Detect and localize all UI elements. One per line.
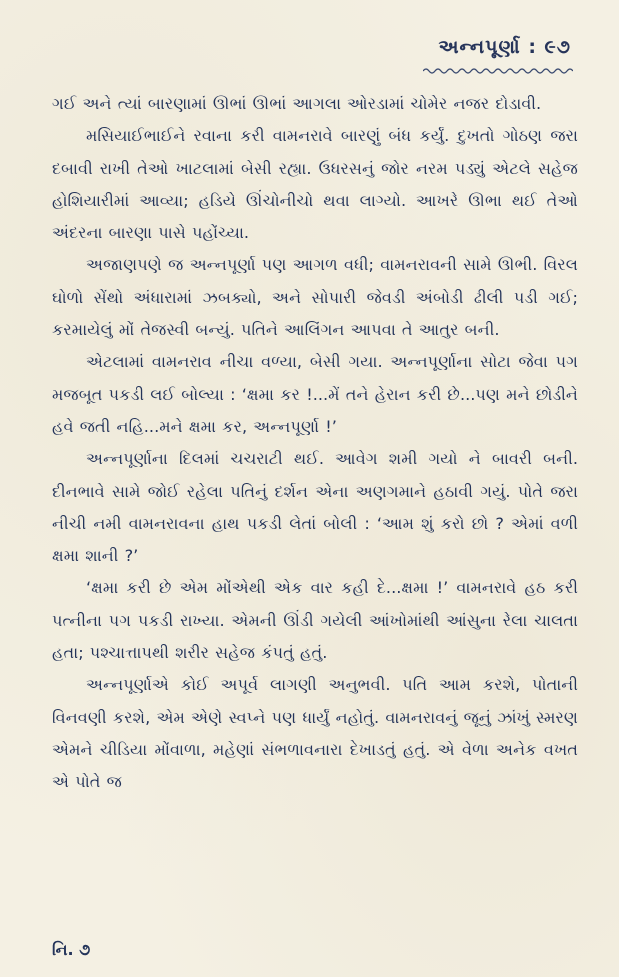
paragraph: અન્નપૂર્ણાએ કોઈ અપૂર્વ લાગણી અનુભવી. પતિ આમ કરશે, પોતાની વિનવણી કરશે, એમ એણે સ્વપ્ને પણ ધાર્યું નહોતું. વામનરાવનું જૂનું ઝાંખું સ્મરણ એમને ચીડિયા મોંવાળા, મહેણાં સંભળાવનારા દેખાડતું હતું. એ વેળા અનેક વખત એ પોતે જ	[52, 675, 578, 792]
running-header: અન્નપૂર્ણા : ૯૭	[438, 36, 571, 58]
paragraph: એટલામાં વામનરાવ નીચા વળ્યા, બેસી ગયા. અન્નપૂર્ણાના સોટા જેવા પગ મજબૂત પકડી લઈ બોલ્યા : ‘ક્ષમા કર !...મેં તને હેરાન કરી છે...પણ મને છોડીને હવે જતી નહિ...મને ક્ષમા કર, અન્નપૂર્ણા !’	[52, 352, 578, 436]
paragraph: અન્નપૂર્ણાના દિલમાં ચચરાટી થઈ. આવેગ શમી ગયો ને બાવરી બની. દીનભાવે સામે જોઈ રહેલા પતિનું દર્શન એના અણગમાને હઠાવી ગયું. પોતે જરા નીચી નમી વામનરાવના હાથ પકડી લેતાં બોલી : ‘આમ શું કરો છો ? એમાં વળી ક્ષમા શાની ?’	[52, 449, 578, 566]
paragraph: મસિયાઈભાઈને રવાના કરી વામનરાવે બારણું બંધ કર્યું. દુખતો ગોઠણ જરા દબાવી રાખી તેઓ ખાટલામાં બેસી રહ્યા. ઉધરસનું જોર નરમ પડ્યું એટલે સહેજ હોશિયારીમાં આવ્યા; હડિયે ઊંચોનીચો થવા લાગ્યો. આખરે ઊભા થઈ તેઓ અંદરના બારણા પાસે પહોંચ્યા.	[52, 126, 578, 243]
body-text	[52, 88, 578, 799]
signature-mark: નિ. ૭	[52, 940, 91, 959]
paragraph: ‘ક્ષમા કરી છે એમ મોંએથી એક વાર કહી દે...ક્ષમા !’ વામનરાવે હઠ કરી પત્નીના પગ પકડી રાખ્યા. એમની ઊંડી ગયેલી આંખોમાંથી આંસુના રેલા ચાલતા હતા; પશ્ચાત્તાપથી શરીર સહેજ કંપતું હતું.	[52, 578, 578, 663]
wavy-rule-ornament	[423, 66, 573, 76]
paragraph: ગઈ અને ત્યાં બારણામાં ઊભાં ઊભાં આગલા ઓરડામાં ચોમેર નજર દોડાવી.	[52, 94, 542, 113]
paragraph: અજાણપણે જ અન્નપૂર્ણા પણ આગળ વધી; વામનરાવની સામે ઊભી. વિરલ ઘોળો સેંથો અંધારામાં ઝબક્યો, અને સોપારી જેવડી અંબોડી ઢીલી પડી ગઈ; કરમાયેલું મોં તેજસ્વી બન્યું. પતિને આલિંગન આપવા તે આતુર બની.	[52, 255, 578, 340]
